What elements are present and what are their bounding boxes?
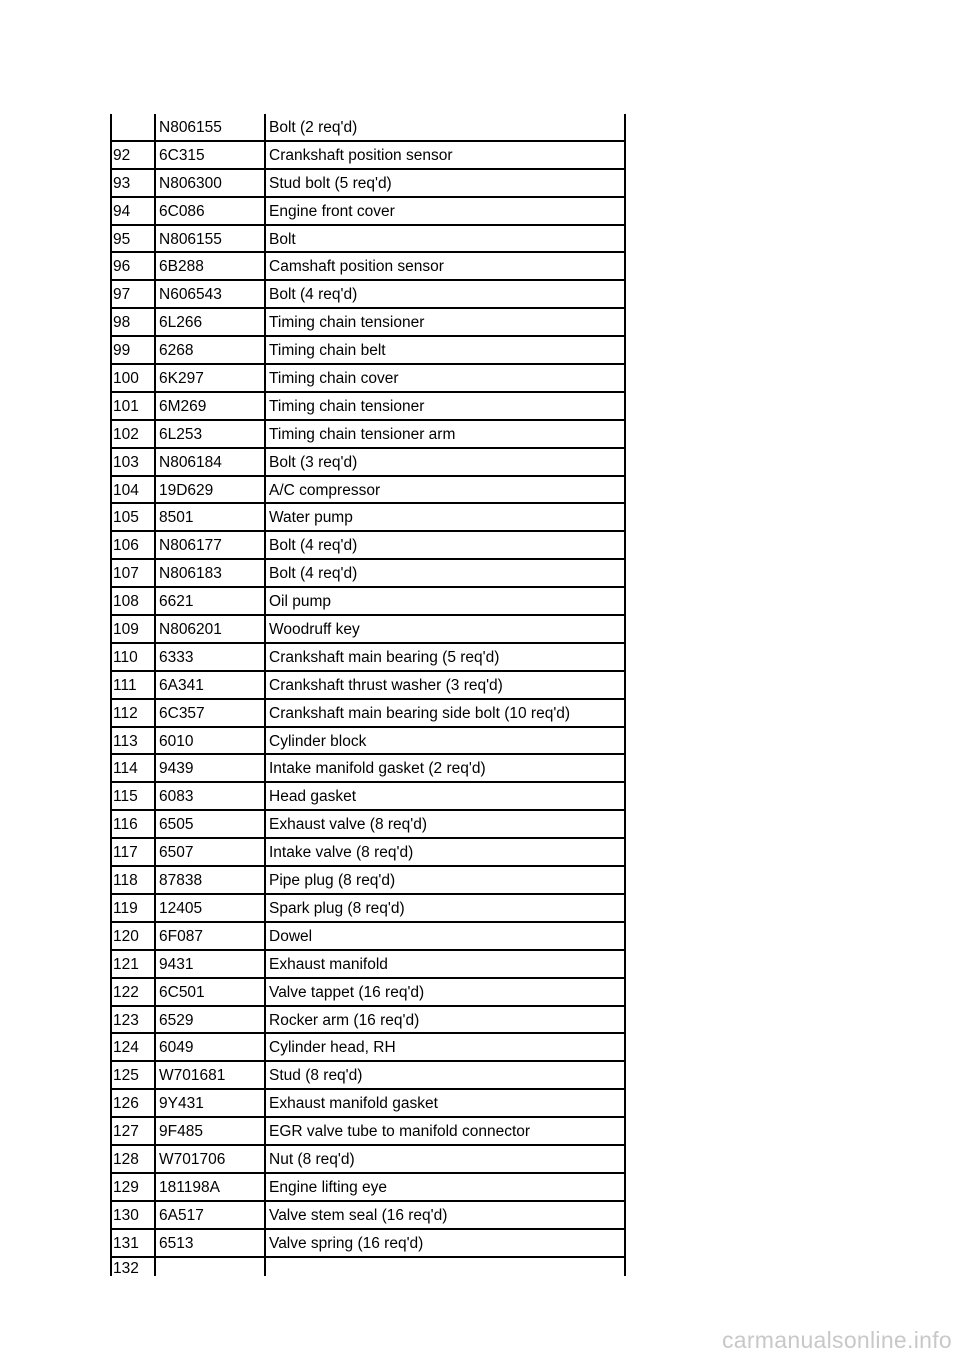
description-cell: Rocker arm (16 req'd): [269, 1011, 420, 1029]
table-row: [110, 504, 626, 532]
table-row: [110, 337, 626, 365]
table-row: [110, 700, 626, 728]
description-cell: Crankshaft main bearing (5 req'd): [269, 648, 500, 666]
part-number-cell: 6L253: [159, 425, 203, 443]
table-row: [110, 951, 626, 979]
item-number-cell: 103: [113, 453, 139, 471]
item-number-cell: 108: [113, 593, 139, 611]
table-row: [110, 309, 626, 337]
description-cell: Exhaust manifold gasket: [269, 1095, 438, 1113]
part-number-cell: 9439: [159, 760, 194, 778]
part-number-cell: 6010: [159, 732, 194, 750]
table-row: [110, 672, 626, 700]
item-number-cell: 129: [113, 1178, 139, 1196]
item-number-cell: 96: [113, 258, 131, 276]
part-number-cell: 6L266: [159, 314, 203, 332]
table-row: [110, 979, 626, 1007]
description-cell: Timing chain cover: [269, 370, 399, 388]
part-number-cell: 6F087: [159, 927, 203, 945]
part-number-cell: N806183: [159, 565, 222, 583]
part-number-cell: 6333: [159, 648, 194, 666]
description-cell: Valve tappet (16 req'd): [269, 983, 425, 1001]
item-number-cell: 111: [113, 676, 137, 694]
description-cell: Timing chain belt: [269, 342, 386, 360]
table-row: [110, 1202, 626, 1230]
part-number-cell: 6049: [159, 1039, 194, 1057]
table-row: [110, 1146, 626, 1174]
item-number-cell: 113: [113, 732, 138, 750]
description-cell: Timing chain tensioner arm: [269, 425, 456, 443]
description-cell: EGR valve tube to manifold connector: [269, 1123, 531, 1141]
part-number-cell: N806184: [159, 453, 222, 471]
item-number-cell: 106: [113, 537, 139, 555]
table-row: [110, 923, 626, 951]
part-number-cell: N806177: [159, 537, 222, 555]
part-number-cell: N806300: [159, 174, 222, 192]
item-number-cell: 127: [113, 1123, 139, 1141]
part-number-cell: N806155: [159, 119, 222, 136]
item-number-cell: 92: [113, 146, 131, 164]
part-number-cell: 6083: [159, 788, 194, 806]
item-number-cell: 93: [113, 174, 131, 192]
description-cell: Exhaust valve (8 req'd): [269, 816, 428, 834]
item-number-cell: 110: [113, 648, 138, 666]
table-row: [110, 114, 626, 142]
table-row: [110, 560, 626, 588]
table-row: [110, 1034, 626, 1062]
table-row: [110, 532, 626, 560]
description-cell: Camshaft position sensor: [269, 258, 444, 276]
description-cell: Crankshaft position sensor: [269, 146, 453, 164]
description-cell: Bolt: [269, 230, 296, 248]
part-number-cell: N806155: [159, 230, 222, 248]
table-row: [110, 783, 626, 811]
description-cell: Bolt (4 req'd): [269, 537, 358, 555]
description-cell: Intake valve (8 req'd): [269, 844, 414, 862]
item-number-cell: 104: [113, 481, 139, 499]
item-number-cell: 105: [113, 509, 139, 527]
part-number-cell: 19D629: [159, 481, 214, 499]
table-row: [110, 1090, 626, 1118]
description-cell: Exhaust manifold: [269, 955, 388, 973]
description-cell: Pipe plug (8 req'd): [269, 872, 396, 890]
item-number-cell: 99: [113, 342, 131, 360]
item-number-cell: 102: [113, 425, 139, 443]
part-number-cell: 6B288: [159, 258, 204, 276]
table-row: [110, 1230, 626, 1258]
table-row: [110, 1174, 626, 1202]
description-cell: Crankshaft thrust washer (3 req'd): [269, 676, 503, 694]
table-row: [110, 811, 626, 839]
table-row: [110, 253, 626, 281]
item-number-cell: 128: [113, 1150, 139, 1168]
table-row: [110, 170, 626, 198]
description-cell: Stud bolt (5 req'd): [269, 174, 392, 192]
description-cell: Bolt (4 req'd): [269, 565, 358, 583]
item-number-cell: 114: [113, 760, 138, 778]
item-number-cell: 120: [113, 927, 139, 945]
part-number-cell: 6C501: [159, 983, 205, 1001]
table-body: [110, 114, 626, 1258]
item-number-cell: 116: [113, 816, 138, 834]
description-cell: Head gasket: [269, 788, 357, 806]
part-number-cell: 6513: [159, 1234, 194, 1252]
item-number-cell: 130: [113, 1206, 139, 1224]
table-row: [110, 142, 626, 170]
table-row: [110, 393, 626, 421]
item-number-cell: 132: [113, 1259, 139, 1277]
description-cell: Engine lifting eye: [269, 1178, 388, 1196]
description-cell: Engine front cover: [269, 202, 395, 220]
item-number-cell: 112: [113, 704, 138, 722]
item-number-cell: 121: [113, 955, 139, 973]
item-number-cell: 94: [113, 202, 131, 220]
description-cell: Woodruff key: [269, 621, 360, 639]
description-cell: Valve spring (16 req'd): [269, 1234, 424, 1252]
description-cell: Oil pump: [269, 593, 332, 611]
part-number-cell: N806201: [159, 621, 222, 639]
part-number-cell: 6A517: [159, 1206, 204, 1224]
part-number-cell: 12405: [159, 899, 203, 917]
part-number-cell: 6M269: [159, 397, 207, 415]
table-row: [110, 895, 626, 923]
item-number-cell: 126: [113, 1095, 139, 1113]
part-number-cell: 87838: [159, 872, 203, 890]
table-row: [110, 1007, 626, 1035]
table-row: [110, 616, 626, 644]
item-number-cell: 100: [113, 370, 139, 388]
description-cell: Dowel: [269, 927, 313, 945]
table-row: [110, 839, 626, 867]
table-row: [110, 755, 626, 783]
table-row: [110, 198, 626, 226]
part-number-cell: 6K297: [159, 370, 204, 388]
description-cell: Bolt (2 req'd): [269, 119, 358, 136]
item-number-cell: 95: [113, 230, 131, 248]
description-cell: Stud (8 req'd): [269, 1067, 363, 1085]
parts-table: [110, 114, 626, 1276]
item-number-cell: [110, 114, 157, 140]
part-number-cell: 9Y431: [159, 1095, 204, 1113]
item-number-cell: 117: [113, 844, 138, 862]
item-number-cell: 101: [113, 397, 139, 415]
description-cell: Bolt (4 req'd): [269, 286, 358, 304]
watermark: carmanualsonline.info: [721, 1327, 952, 1353]
part-number-cell: 6529: [159, 1011, 194, 1029]
table-row: [110, 281, 626, 309]
item-number-cell: 98: [113, 314, 131, 332]
table-row: [110, 421, 626, 449]
item-number-cell: 109: [113, 621, 139, 639]
description-cell: Intake manifold gasket (2 req'd): [269, 760, 486, 778]
part-number-cell: 6621: [159, 593, 194, 611]
item-number-cell: 124: [113, 1039, 139, 1057]
table-row: [110, 365, 626, 393]
description-cell: Valve stem seal (16 req'd): [269, 1206, 448, 1224]
part-number-cell: 8501: [159, 509, 194, 527]
part-number-cell: 6C315: [159, 146, 205, 164]
table-row: [110, 477, 626, 505]
part-number-cell: N606543: [159, 286, 222, 304]
description-cell: Timing chain tensioner: [269, 397, 425, 415]
item-number-cell: 123: [113, 1011, 139, 1029]
description-cell: Spark plug (8 req'd): [269, 899, 405, 917]
table-row: [110, 1118, 626, 1146]
item-number-cell: 122: [113, 983, 139, 1001]
item-number-cell: 115: [113, 788, 138, 806]
part-number-cell: 181198A: [159, 1178, 220, 1196]
item-number-cell: 107: [113, 565, 139, 583]
description-cell: Timing chain tensioner: [269, 314, 425, 332]
item-number-cell: 97: [113, 286, 131, 304]
description-cell: Cylinder block: [269, 732, 367, 750]
item-number-cell: 125: [113, 1067, 139, 1085]
table-row-partial: [110, 1258, 626, 1276]
table-row: [110, 867, 626, 895]
part-number-cell: W701681: [159, 1067, 226, 1085]
table-row: [110, 728, 626, 756]
part-number-cell: 6507: [159, 844, 194, 862]
description-cell: Crankshaft main bearing side bolt (10 req'd): [269, 704, 571, 722]
part-number-cell: 9F485: [159, 1123, 203, 1141]
table-row: [110, 644, 626, 672]
table-row: [110, 449, 626, 477]
description-cell: Bolt (3 req'd): [269, 453, 358, 471]
table-row: [110, 588, 626, 616]
description-cell: Nut (8 req'd): [269, 1150, 355, 1168]
item-number-cell: 118: [113, 872, 138, 890]
part-number-cell: W701706: [159, 1150, 226, 1168]
part-number-cell: 6A341: [159, 676, 204, 694]
part-number-cell: 6505: [159, 816, 194, 834]
part-number-cell: 6268: [159, 342, 194, 360]
item-number-cell: 119: [113, 899, 138, 917]
item-number-cell: 131: [113, 1234, 139, 1252]
table-row: [110, 226, 626, 254]
part-number-cell: 6C086: [159, 202, 205, 220]
description-cell: Water pump: [269, 509, 353, 527]
part-number-cell: 9431: [159, 955, 194, 973]
table-row: [110, 1062, 626, 1090]
description-cell: A/C compressor: [269, 481, 381, 499]
description-cell: Cylinder head, RH: [269, 1039, 396, 1057]
part-number-cell: 6C357: [159, 704, 205, 722]
